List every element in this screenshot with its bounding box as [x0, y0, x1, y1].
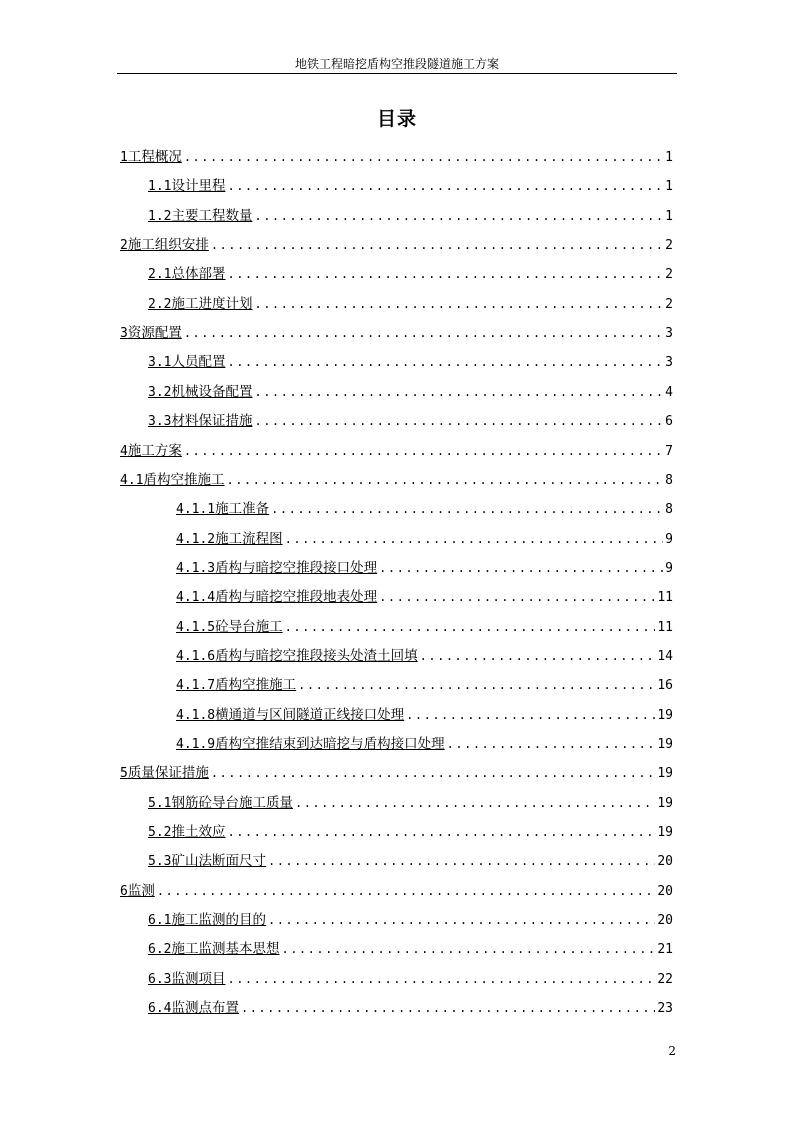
- toc-entry-label: 施工进度计划: [171, 295, 253, 312]
- toc-entry[interactable]: [120, 143, 673, 172]
- toc-entry[interactable]: [120, 437, 673, 466]
- toc-entry[interactable]: [176, 701, 673, 730]
- page-number: 2: [668, 1044, 676, 1058]
- toc-dot-leader: [226, 466, 663, 495]
- toc-entry-number: 4: [120, 443, 128, 459]
- toc-entry[interactable]: [148, 378, 673, 407]
- toc-dot-leader: [254, 290, 663, 319]
- toc-dot-leader: [295, 789, 655, 818]
- toc-entry[interactable]: [148, 172, 673, 201]
- toc-entry[interactable]: [148, 202, 673, 231]
- toc-entry[interactable]: [120, 877, 673, 906]
- toc-entry-number: 4.1.2: [176, 531, 216, 547]
- toc-dot-leader: [271, 495, 663, 524]
- toc-entry-label: 施工方案: [127, 442, 182, 459]
- toc-entry-page: 3: [665, 326, 673, 342]
- toc-entry-label: 盾构空推施工: [215, 677, 297, 694]
- toc-entry-page: 19: [657, 737, 673, 752]
- toc-entry-label: 监测项目: [171, 970, 226, 987]
- toc-entry-number: 4.1.9: [176, 737, 216, 752]
- toc-entry-number: 4.1.3: [176, 560, 216, 576]
- toc-entry-number: 3.3: [148, 414, 172, 430]
- toc-entry-page: 21: [657, 942, 673, 958]
- header-rule: [117, 73, 677, 74]
- toc-entry-number: 4.1.8: [176, 707, 216, 723]
- toc-entry-label: 砼导台施工: [215, 618, 283, 635]
- toc-entry[interactable]: [148, 789, 673, 818]
- toc-entry-label: 盾构空推结束到达暗挖与盾构接口处理: [215, 736, 445, 752]
- toc-entry-number: 4.1: [120, 472, 144, 488]
- toc-entry-number: 4.1.6: [176, 648, 216, 664]
- toc-entry-number: 3: [120, 326, 128, 342]
- toc-entry-number: 6.3: [148, 971, 172, 987]
- toc-entry-label: 施工组织安排: [127, 237, 209, 254]
- toc-entry-page: 11: [657, 590, 673, 606]
- toc-dot-leader: [447, 730, 656, 759]
- toc-entry-number: 4.1.4: [176, 590, 216, 606]
- toc-entry-page: 2: [665, 238, 673, 254]
- toc-entry[interactable]: [176, 495, 673, 524]
- toc-entry[interactable]: [148, 994, 673, 1023]
- toc-entry-page: 20: [657, 883, 673, 899]
- toc-entry-number: 4.1.1: [176, 502, 216, 518]
- toc-entry[interactable]: [176, 583, 673, 612]
- toc-entry-page: 19: [657, 707, 673, 723]
- toc-dot-leader: [184, 143, 663, 172]
- toc-entry-label: 机械设备配置: [171, 383, 253, 400]
- toc-entry-label: 施工监测的目的: [171, 912, 266, 929]
- toc-dot-leader: [157, 877, 656, 906]
- toc-entry-number: 5.3: [148, 854, 172, 870]
- toc-entry-number: 1.1: [148, 179, 172, 195]
- toc-entry-label: 总体部署: [171, 266, 226, 283]
- toc-entry[interactable]: [120, 466, 673, 495]
- toc-entry[interactable]: [148, 965, 673, 994]
- running-header-title: 地铁工程暗挖盾构空推段隧道施工方案: [294, 57, 499, 71]
- toc-entry-page: 20: [657, 913, 673, 929]
- toc-entry-number: 6.1: [148, 913, 172, 929]
- toc-entry-number: 1.2: [148, 208, 172, 224]
- toc-entry-number: 2.1: [148, 267, 172, 283]
- toc-dot-leader: [211, 231, 663, 260]
- toc-entry[interactable]: [148, 935, 673, 964]
- toc-entry-number: 4.1.5: [176, 619, 216, 635]
- toc-dot-leader: [268, 906, 655, 935]
- toc-entry[interactable]: [148, 818, 673, 847]
- toc-entry-label: 资源配置: [127, 325, 182, 342]
- toc-entry-page: 8: [665, 472, 673, 488]
- toc-entry-label: 设计里程: [171, 178, 226, 195]
- toc-entry-page: 16: [657, 678, 673, 694]
- toc-entry-page: 23: [657, 1001, 673, 1017]
- toc-entry-label: 施工监测基本思想: [171, 941, 280, 958]
- toc-dot-leader: [211, 759, 656, 788]
- toc-entry-label: 矿山法断面尺寸: [171, 853, 266, 870]
- toc-dot-leader: [227, 260, 663, 289]
- toc-entry-label: 盾构空推施工: [143, 471, 225, 488]
- toc-entry-page: 2: [665, 296, 673, 312]
- toc-entry-label: 钢筋砼导台施工质量: [171, 794, 293, 811]
- toc-entry-label: 盾构与暗挖空推段接头处渣土回填: [215, 647, 418, 664]
- toc-dot-leader: [285, 525, 664, 554]
- toc-entry[interactable]: [148, 906, 673, 935]
- toc-entry-number: 6.4: [148, 1001, 172, 1017]
- toc-dot-leader: [254, 378, 663, 407]
- toc-entry[interactable]: [176, 613, 673, 642]
- toc-title: 目录: [376, 108, 417, 130]
- toc-dot-leader: [227, 818, 655, 847]
- toc-entry-label: 人员配置: [171, 354, 226, 371]
- toc-dot-leader: [254, 202, 663, 231]
- toc-dot-leader: [285, 613, 656, 642]
- toc-entry[interactable]: [120, 319, 673, 348]
- toc-entry[interactable]: [176, 730, 673, 759]
- toc-entry-label: 监测: [127, 882, 155, 899]
- toc-entry-label: 材料保证措施: [171, 413, 253, 430]
- toc-entry-page: 9: [665, 560, 673, 576]
- toc-entry-page: 22: [657, 971, 673, 987]
- toc-entry[interactable]: [148, 260, 673, 289]
- toc-entry-number: 3.2: [148, 384, 172, 400]
- toc-entry[interactable]: [120, 759, 673, 788]
- toc-dot-leader: [227, 965, 655, 994]
- toc-entry-label: 监测点布置: [171, 1000, 239, 1017]
- toc-entry-page: 4: [665, 384, 673, 400]
- toc-entry-number: 4.1.7: [176, 678, 216, 694]
- toc-entry-page: 20: [657, 854, 673, 870]
- toc-entry-page: 11: [657, 619, 673, 635]
- toc-entry-number: 1: [120, 150, 128, 165]
- toc-entry-number: 2: [120, 238, 128, 254]
- toc-entry-page: 14: [657, 648, 673, 664]
- toc-entry-number: 3.1: [148, 355, 172, 371]
- toc-dot-leader: [268, 847, 655, 876]
- toc-entry-page: 9: [665, 531, 673, 547]
- toc-entry-page: 2: [665, 267, 673, 283]
- toc-entry[interactable]: [148, 847, 673, 876]
- toc-entry-label: 横通道与区间隧道正线接口处理: [215, 706, 405, 723]
- toc-dot-leader: [379, 583, 655, 612]
- toc-entry-number: 5.1: [148, 795, 172, 811]
- toc-entry-label: 主要工程数量: [171, 207, 253, 224]
- toc-entry-label: 施工流程图: [215, 530, 283, 547]
- toc-entry-label: 盾构与暗挖空推段接口处理: [215, 559, 378, 576]
- toc-dot-leader: [420, 642, 656, 671]
- toc-entry-number: 5.2: [148, 825, 172, 841]
- toc-dot-leader: [184, 437, 663, 466]
- toc-entry-label: 质量保证措施: [127, 765, 209, 782]
- toc-entry[interactable]: [176, 525, 673, 554]
- toc-dot-leader: [227, 172, 663, 201]
- toc-entry-page: 7: [665, 443, 673, 459]
- toc-dot-leader: [379, 554, 663, 583]
- toc-dot-leader: [406, 701, 655, 730]
- toc-dot-leader: [298, 671, 655, 700]
- toc-entry-label: 推土效应: [171, 824, 226, 841]
- toc-entry-number: 5: [120, 766, 128, 782]
- toc-entry-page: 19: [657, 766, 673, 782]
- toc-entry[interactable]: [176, 642, 673, 671]
- toc-entry-page: 6: [665, 414, 673, 430]
- toc-entry-page: 8: [665, 502, 673, 518]
- toc-dot-leader: [184, 319, 663, 348]
- toc-entry[interactable]: [148, 290, 673, 319]
- toc-entry[interactable]: [120, 231, 673, 260]
- toc-dot-leader: [281, 935, 655, 964]
- toc-entry[interactable]: [148, 348, 673, 377]
- toc-entry-page: 3: [665, 355, 673, 371]
- toc-entry-number: 6: [120, 883, 128, 899]
- toc-entry-page: 19: [657, 795, 673, 811]
- toc-entry-page: 1: [665, 150, 673, 165]
- toc-entry-number: 2.2: [148, 296, 172, 312]
- toc-entry[interactable]: [176, 554, 673, 583]
- toc-dot-leader: [241, 994, 655, 1023]
- toc-entry[interactable]: [176, 671, 673, 700]
- toc-entry-number: 6.2: [148, 942, 172, 958]
- toc-dot-leader: [227, 348, 663, 377]
- toc-entry-label: 施工准备: [215, 501, 270, 518]
- toc-dot-leader: [254, 407, 663, 436]
- toc-entry[interactable]: [148, 407, 673, 436]
- toc-entry-label: 盾构与暗挖空推段地表处理: [215, 589, 378, 606]
- toc-entry-page: 1: [665, 208, 673, 224]
- toc-entry-label: 工程概况: [127, 149, 182, 165]
- toc-entry-page: 19: [657, 825, 673, 841]
- toc-entry-page: 1: [665, 179, 673, 195]
